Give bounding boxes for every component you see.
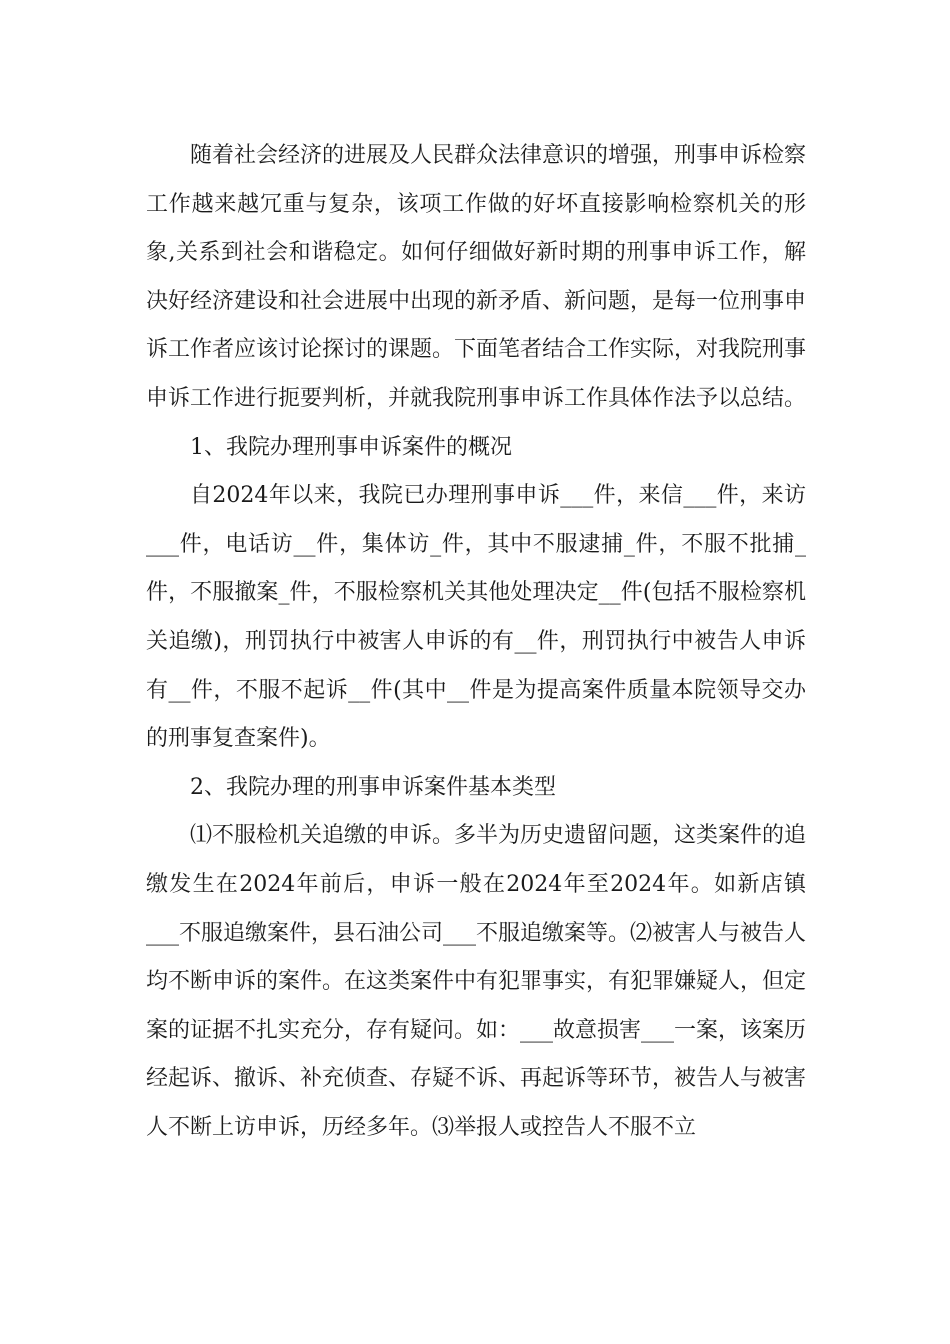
case-types-paragraph: ⑴不服检机关追缴的申诉。多半为历史遗留问题，这类案件的追缴发生在2024年前后，申诉一般在2024年至2024年。如新店镇___不服追缴案件，县石油公司___不服追缴案等。⑵被害人与被告人均不断申诉的案件。在这类案件中有犯罪事实，有犯罪嫌疑人，但定案的证据不扎实充分，存有疑问。如：___故意损害___一案，该案历经起诉、撤诉、补充侦查、存疑不诉、再起诉等环节，被告人与被害人不断上访申诉，历经多年。⑶举报人或控告人不服不立 <box>146 823 807 1140</box>
section-heading-2: 2、我院办理的刑事申诉案件基本类型 <box>190 774 556 800</box>
document-body <box>146 132 806 1152</box>
section-heading-1: 1、我院办理刑事申诉案件的概况 <box>190 434 512 460</box>
overview-paragraph: 自2024年以来，我院已办理刑事申诉___件，来信___件，来访___件，电话访__件，集体访_件，其中不服逮捕_件，不服不批捕_件，不服撤案_件，不服检察机关其他处理决定__件(包括不服检察机关追缴)，刑罚执行中被害人申诉的有__件，刑罚执行中被告人申诉有__件，不服不起诉__件(其中__件是为提高案件质量本院领导交办的刑事复查案件)。 <box>146 483 806 752</box>
intro-paragraph: 随着社会经济的进展及人民群众法律意识的增强，刑事申诉检察工作越来越冗重与复杂，该项工作做的好坏直接影响检察机关的形象,关系到社会和谐稳定。如何仔细做好新时期的刑事申诉工作，解决好经济建设和社会进展中出现的新矛盾、新问题，是每一位刑事申诉工作者应该讨论探讨的课题。下面笔者结合工作实际，对我院刑事申诉工作进行扼要判析，并就我院刑事申诉工作具体作法予以总结。 <box>146 143 807 411</box>
